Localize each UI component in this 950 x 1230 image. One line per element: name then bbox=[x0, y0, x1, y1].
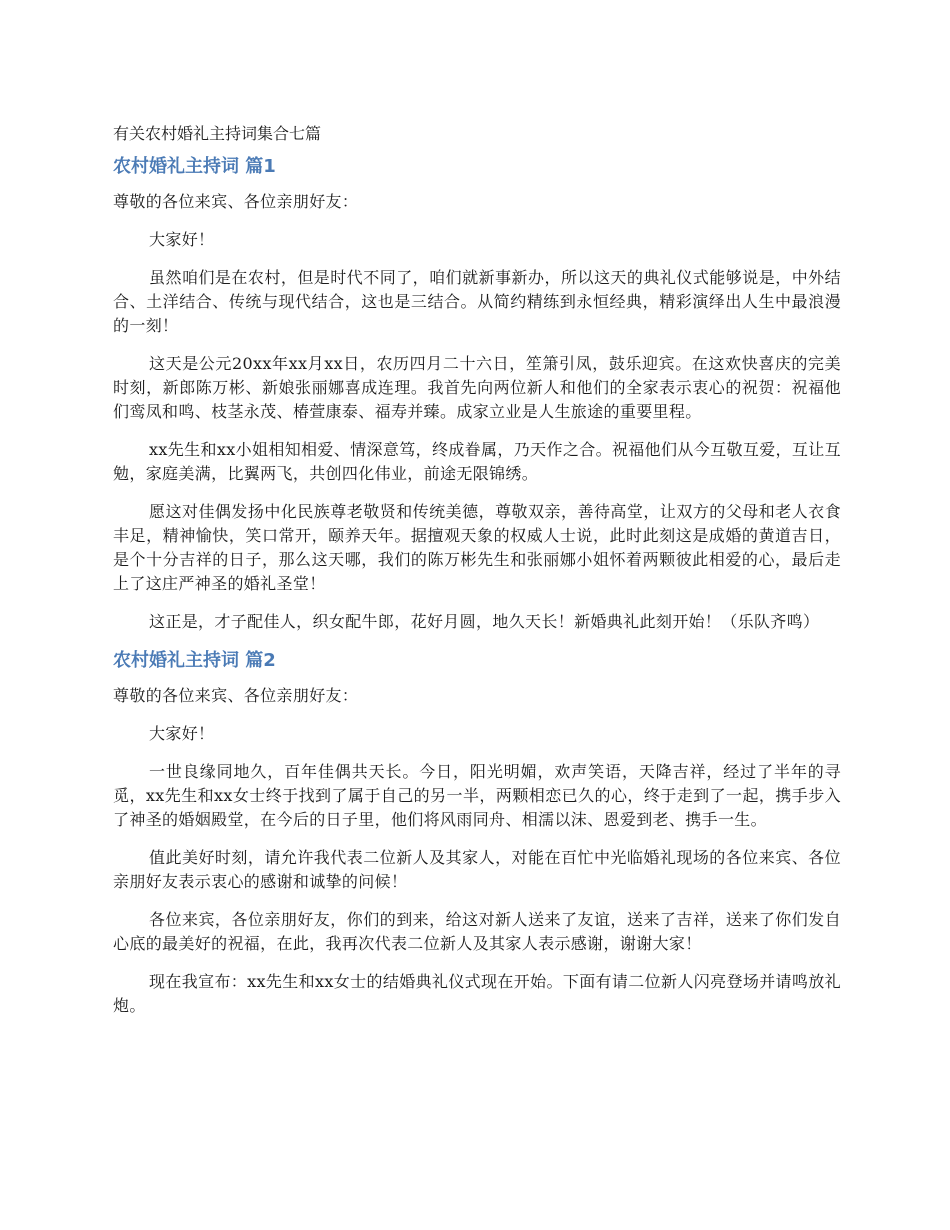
section-2 bbox=[113, 648, 841, 1018]
body-paragraph: xx先生和xx小姐相知相爱、情深意笃，终成眷属，乃天作之合。祝福他们从今互敬互爱，互让互勉，家庭美满，比翼两飞，共创四化伟业，前途无限锦绣。 bbox=[113, 440, 841, 483]
body-paragraph: 这天是公元20xx年xx月xx日，农历四月二十六日，笙箫引凤，鼓乐迎宾。在这欢快喜庆的完美时刻，新郎陈万彬、新娘张丽娜喜成连理。我首先向两位新人和他们的全家表示衷心的祝贺：祝福他们鸾凤和鸣、枝茎永茂、椿萱康泰、福寿并臻。成家立业是人生旅途的重要里程。 bbox=[113, 354, 841, 421]
greeting: 大家好！ bbox=[149, 230, 215, 249]
body-paragraph: 各位来宾，各位亲朋好友，你们的到来，给这对新人送来了友谊，送来了吉祥，送来了你们发自心底的最美好的祝福，在此，我再次代表二位新人及其家人表示感谢，谢谢大家！ bbox=[113, 910, 841, 953]
document-page bbox=[113, 122, 841, 1032]
section-heading: 农村婚礼主持词 篇1 bbox=[113, 156, 276, 177]
document-title: 有关农村婚礼主持词集合七篇 bbox=[113, 124, 322, 143]
body-paragraph: 现在我宣布：xx先生和xx女士的结婚典礼仪式现在开始。下面有请二位新人闪亮登场并请鸣放礼炮。 bbox=[113, 972, 841, 1015]
section-heading: 农村婚礼主持词 篇2 bbox=[113, 650, 276, 671]
section-1 bbox=[113, 154, 841, 634]
body-paragraph: 愿这对佳偶发扬中化民族尊老敬贤和传统美德，尊敬双亲，善待高堂，让双方的父母和老人衣食丰足，精神愉快，笑口常开，颐养天年。据擅观天象的权威人士说，此时此刻这是成婚的黄道吉日，是个十分吉祥的日子，那么这天哪，我们的陈万彬先生和张丽娜小姐怀着两颗彼此相爱的心，最后走上了这庄严神圣的婚礼圣堂！ bbox=[113, 502, 841, 593]
body-paragraph: 这正是，才子配佳人，织女配牛郎，花好月圆，地久天长！新婚典礼此刻开始！（乐队齐鸣） bbox=[149, 612, 820, 631]
salutation: 尊敬的各位来宾、各位亲朋好友： bbox=[113, 686, 359, 705]
body-paragraph: 虽然咱们是在农村，但是时代不同了，咱们就新事新办，所以这天的典礼仪式能够说是，中外结合、土洋结合、传统与现代结合，这也是三结合。从简约精练到永恒经典，精彩演绎出人生中最浪漫的一刻！ bbox=[113, 268, 841, 335]
body-paragraph: 值此美好时刻，请允许我代表二位新人及其家人，对能在百忙中光临婚礼现场的各位来宾、各位亲朋好友表示衷心的感谢和诚挚的问候！ bbox=[113, 848, 841, 891]
salutation: 尊敬的各位来宾、各位亲朋好友： bbox=[113, 192, 359, 211]
greeting: 大家好！ bbox=[149, 724, 215, 743]
body-paragraph: 一世良缘同地久，百年佳偶共天长。今日，阳光明媚，欢声笑语，天降吉祥，经过了半年的寻觅，xx先生和xx女士终于找到了属于自己的另一半，两颗相恋已久的心，终于走到了一起，携手步入了神圣的婚姻殿堂，在今后的日子里，他们将风雨同舟、相濡以沫、恩爱到老、携手一生。 bbox=[113, 762, 841, 829]
